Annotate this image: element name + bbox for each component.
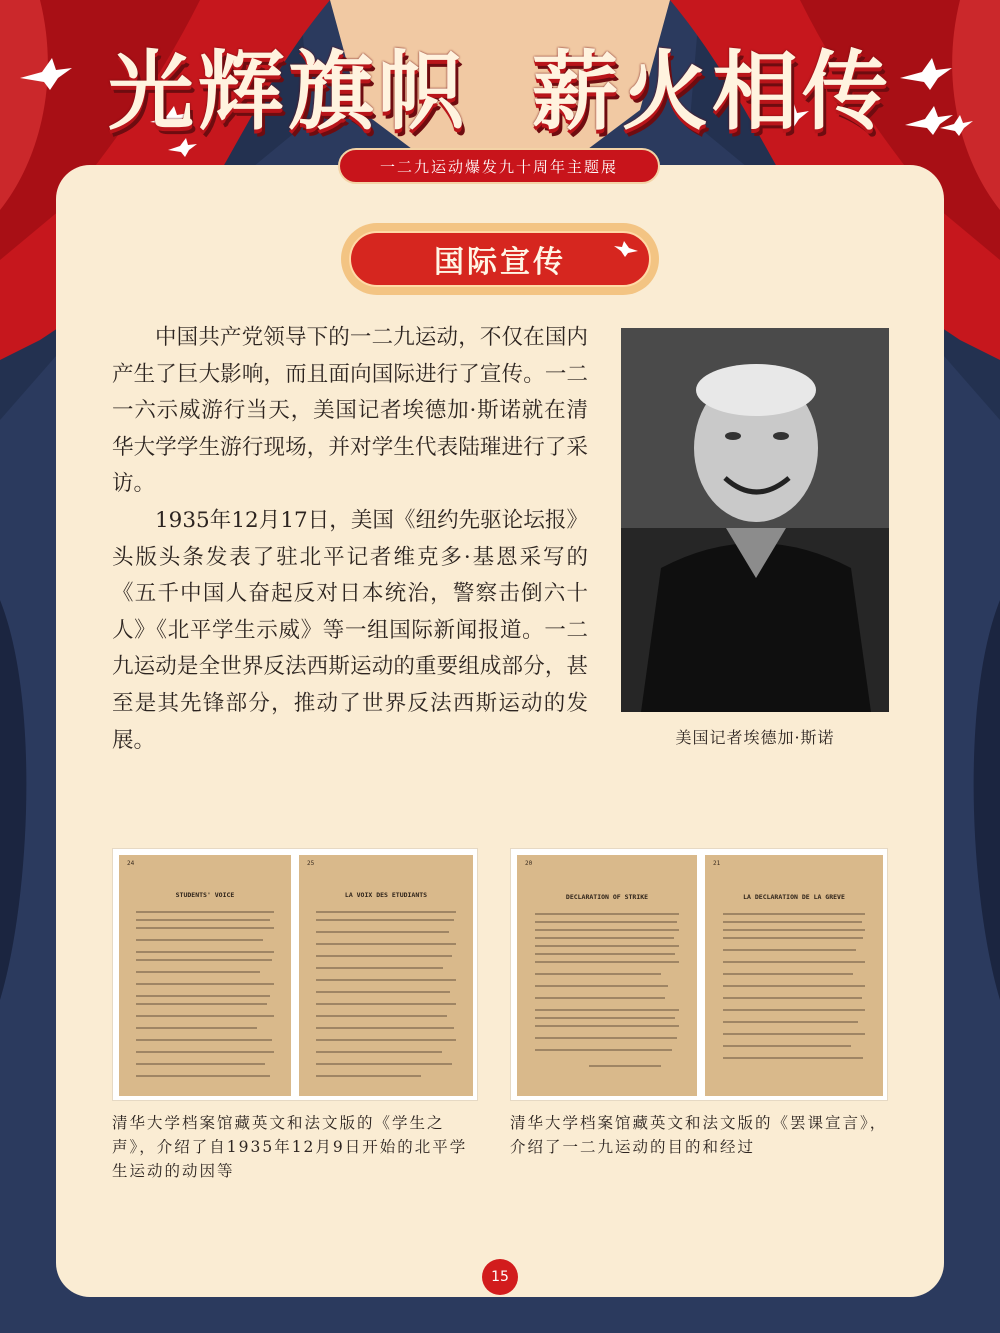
document-page-heading: DECLARATION OF STRIKE: [565, 893, 649, 901]
document-photo-students-voice: [112, 848, 478, 1101]
document-page: [705, 855, 883, 1096]
portrait-photo: [621, 328, 889, 712]
document-page-heading: STUDENTS' VOICE: [175, 891, 235, 899]
article-paragraph: 中国共产党领导下的一二九运动，不仅在国内产生了巨大影响，而且面向国际进行了宣传。一二一六示威游行当天，美国记者埃德加·斯诺就在清华大学学生游行现场，并对学生代表陆璀进行了采访。: [112, 325, 588, 497]
document-page-heading: LA VOIX DES ETUDIANTS: [344, 891, 428, 899]
document-page-heading: LA DECLARATION DE LA GREVE: [743, 893, 845, 901]
document-caption-declaration-of-strike: 清华大学档案馆藏英文和法文版的《罢课宣言》，介绍了一二九运动的目的和经过: [510, 1114, 888, 1156]
dove-icon: [613, 241, 639, 259]
document-page-number: 25: [307, 860, 315, 867]
document-caption-students-voice: 清华大学档案馆藏英文和法文版的《学生之声》，介绍了自1935年12月9日开始的北平学生运动的动因等: [112, 1114, 468, 1180]
section-title: 国际宣传: [349, 231, 651, 287]
content-card: [56, 165, 944, 1297]
document-page: [517, 855, 697, 1096]
article-body: [112, 320, 588, 759]
main-title: 光辉旗帜 薪火相传: [108, 42, 892, 142]
portrait-caption: 美国记者埃德加·斯诺: [675, 728, 835, 747]
portrait-image: [621, 328, 889, 712]
exhibition-subtitle: 一二九运动爆发九十周年主题展: [338, 148, 660, 184]
document-page: [119, 855, 291, 1096]
document-page-number: 20: [525, 860, 533, 867]
article-paragraph: 1935年12月17日，美国《纽约先驱论坛报》头版头条发表了驻北平记者维克多·基恩采写的《五千中国人奋起反对日本统治，警察击倒六十人》《北平学生示威》等一组国际新闻报道。一二九运动是全世界反法西斯运动的重要组成部分，甚至是其先锋部分，推动了世界反法西斯运动的发展。: [112, 507, 588, 753]
section-heading-badge: [341, 223, 659, 295]
document-page-number: 24: [127, 860, 135, 867]
page-number: 15: [482, 1259, 518, 1295]
document-photo-declaration-of-strike: [510, 848, 888, 1101]
document-page-number: 21: [713, 860, 721, 867]
document-page: [299, 855, 473, 1096]
